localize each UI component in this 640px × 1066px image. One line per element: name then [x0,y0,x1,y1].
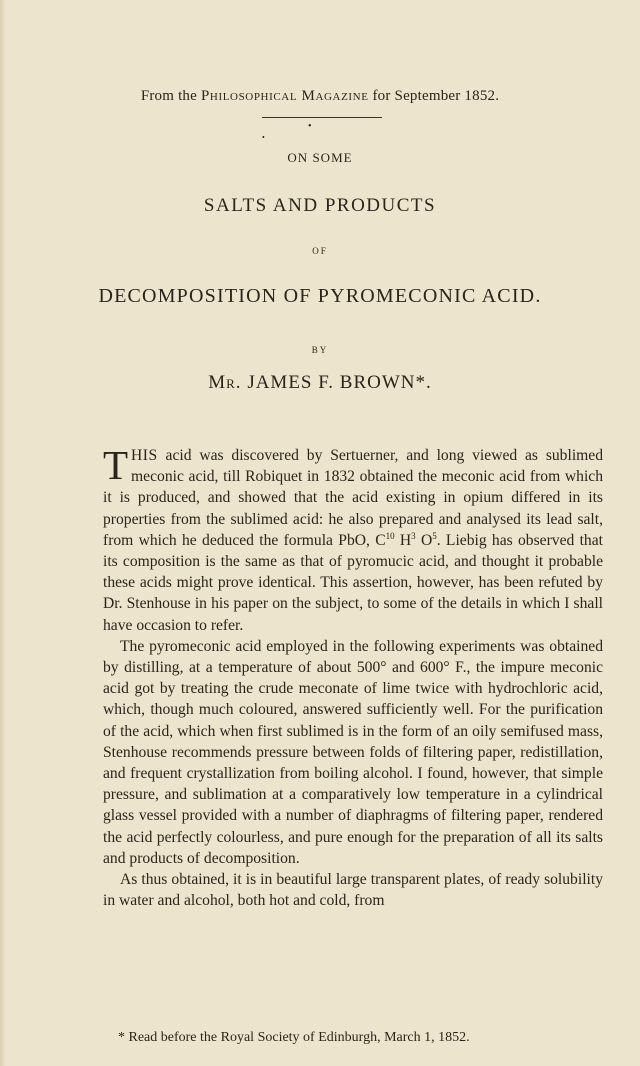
header-rule [262,117,382,118]
source-suffix: for September 1852. [372,88,500,104]
source-line [0,88,640,105]
footnote: * Read before the Royal Society of Edinburgh, March 1, 1852. [118,1030,470,1045]
title-of: OF [312,246,328,256]
author-prefix: Mr. [208,372,242,393]
paragraph-3: As thus obtained, it is in beautiful large transparent plates, of ready solubility in water and alcohol, both hot and cold, from [103,871,603,910]
formula-sup-1: 10 [385,530,395,541]
article-body [103,442,603,911]
title-line-2: DECOMPOSITION OF PYROMECONIC ACID. [98,285,542,307]
source-journal: Philosophical Magazine [200,88,369,104]
formula-sup-3: 5 [432,530,437,541]
paragraph-2: The pyromeconic acid employed in the following experiments was obtained by distilling, at a temperature of about 500° and 600° F., the impure meconic acid got by treating the crude meconate of lime twice with hydrochloric acid, which, though much coloured, answered sufficiently well. For the purification of the acid, which when first sublimed is in the form of an oily semifused mass, Stenhouse recommends pressure between folds of filtering paper, redistillation, and frequent crystallization from boiling alcohol. I found, however, that simple pressure, and sublimation at a comparatively low temperature in a cylindrical glass vessel provided with a number of diaphragms of filtering paper, rendered the acid perfectly colourless, and pure enough for the preparation of all its salts and products of decomposition. [103,637,603,867]
paragraph-1 [103,442,603,636]
paragraph-1-text-b: H [394,531,412,549]
title-line-1: SALTS AND PRODUCTS [203,195,437,216]
margin-mark: • [262,133,265,142]
author-line [0,372,640,394]
rule-ornament: • [308,121,312,132]
title-on-some: ON SOME [287,150,353,165]
author-name: JAMES F. BROWN*. [247,372,432,393]
drop-cap: T [103,442,129,488]
lead-word: HIS [131,447,158,464]
paragraph-1-text-c: O [415,531,433,549]
paragraph-1-text-a: acid was discovered by Sertuerner, and long viewed as sublimed meconic acid, till Robiquet in 1832 obtained the meconic acid from which it is produced, and showed that the acid existing in opium differed in its properties from the sublimed acid: he also prepared and analysed its lead salt, from which he deduced the formula PbO, C [103,447,603,549]
paragraph-1-text-d: . Liebig has observed that its composition is the same as that of pyromucic acid, and thought it probable these acids might prove identical. This assertion, however, has been refuted by Dr. Stenhouse in his paper on the subject, to some of the details in which I shall have occasion to refer. [103,531,603,634]
title-by: BY [311,345,329,355]
formula-sup-2: 3 [411,530,416,541]
source-prefix: From the [140,88,197,104]
